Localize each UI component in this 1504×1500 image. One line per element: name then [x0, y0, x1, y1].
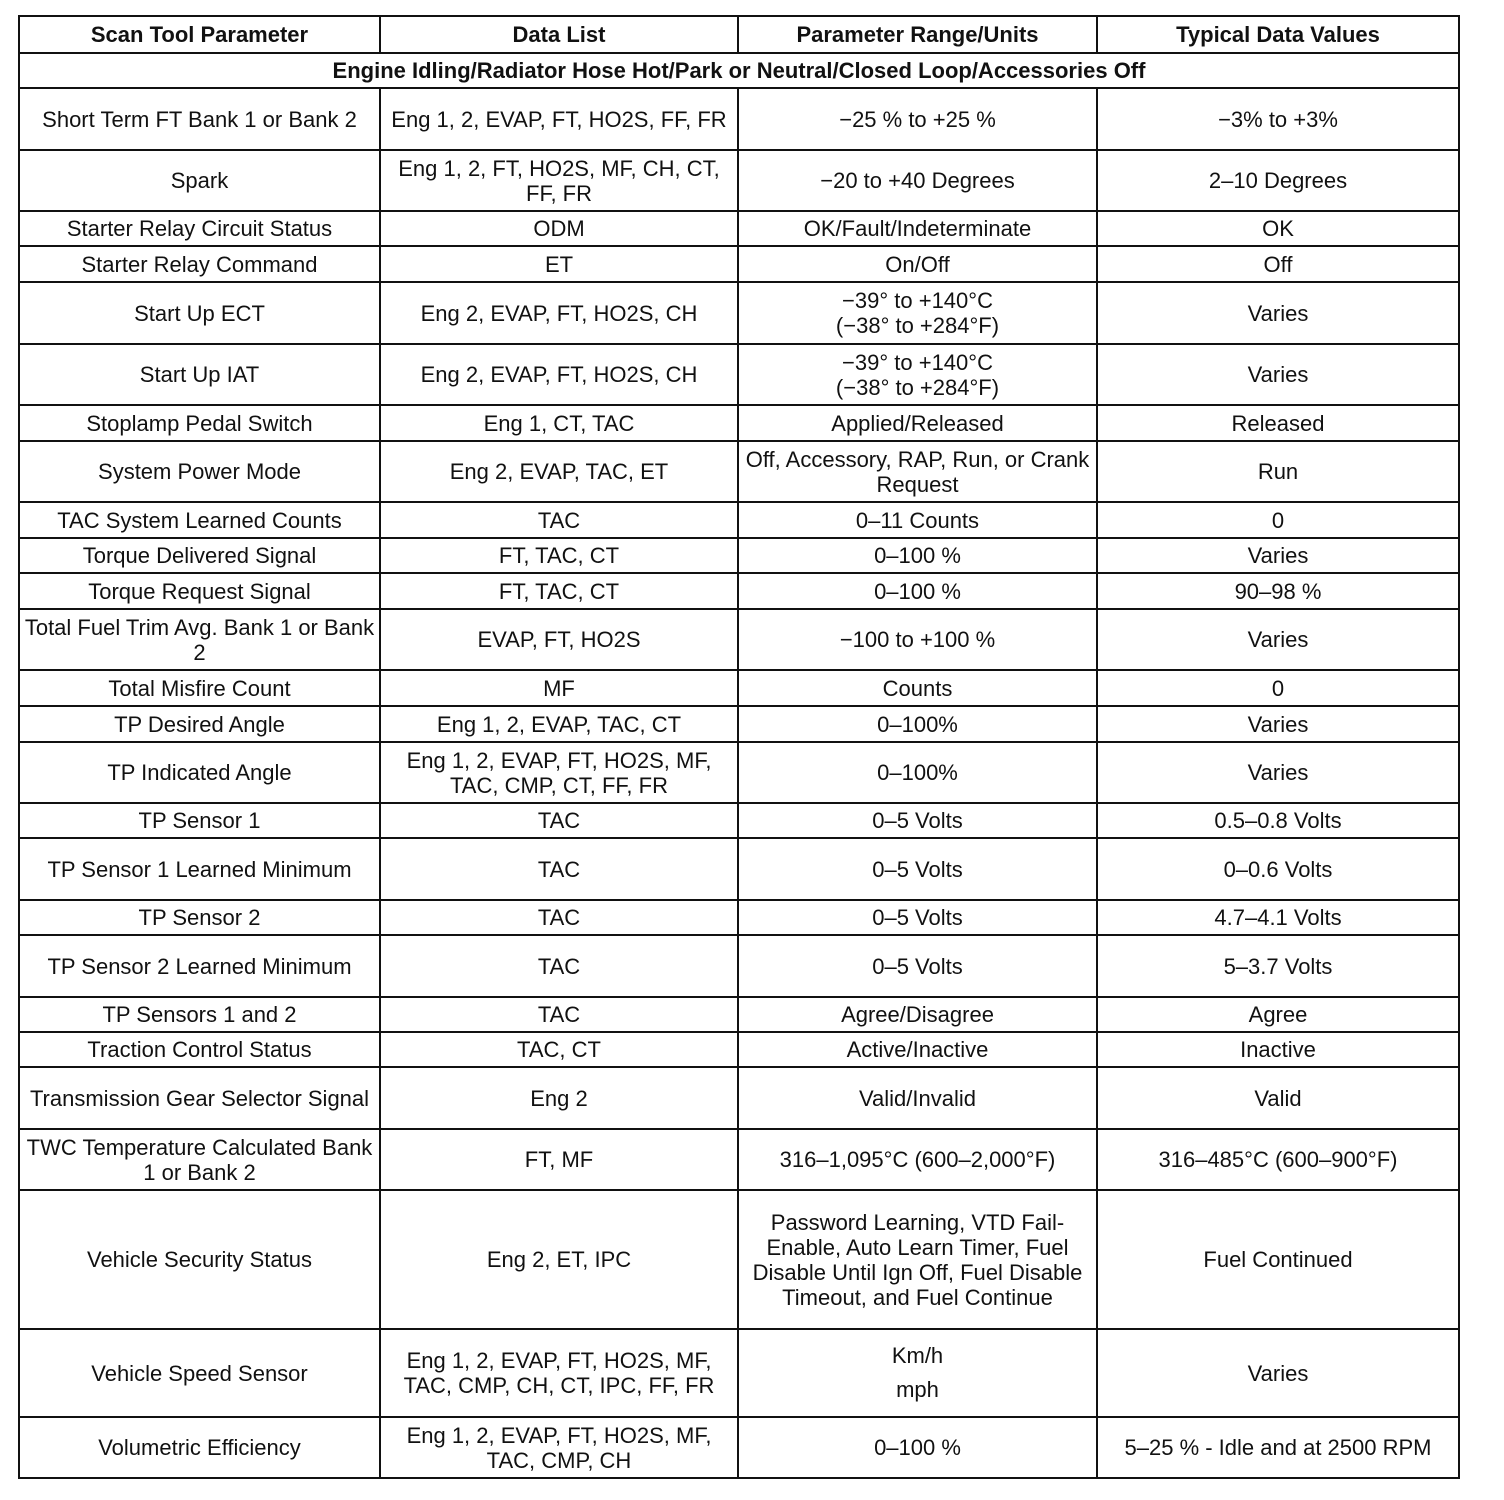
typical-value-cell: Valid: [1097, 1067, 1459, 1129]
typical-value-cell: Varies: [1097, 1329, 1459, 1417]
parameter-cell: Volumetric Efficiency: [19, 1417, 380, 1478]
data-list-cell: Eng 2: [380, 1067, 738, 1129]
table-row: [19, 1190, 1459, 1329]
data-list-cell: TAC, CT: [380, 1032, 738, 1067]
table-row: [19, 706, 1459, 742]
data-list-cell: TAC: [380, 803, 738, 838]
header-typical-data-values: Typical Data Values: [1097, 16, 1459, 53]
range-cell: Active/Inactive: [738, 1032, 1097, 1067]
range-cell: On/Off: [738, 246, 1097, 282]
data-list-cell: Eng 2, EVAP, FT, HO2S, CH: [380, 344, 738, 405]
header-scan-tool-parameter: Scan Tool Parameter: [19, 16, 380, 53]
parameter-cell: Start Up IAT: [19, 344, 380, 405]
parameter-cell: Spark: [19, 150, 380, 211]
parameter-cell: TP Desired Angle: [19, 706, 380, 742]
test-condition-subheader: Engine Idling/Radiator Hose Hot/Park or Neutral/Closed Loop/Accessories Off: [19, 53, 1459, 88]
typical-value-cell: 2–10 Degrees: [1097, 150, 1459, 211]
data-list-cell: TAC: [380, 502, 738, 538]
data-list-cell: TAC: [380, 900, 738, 935]
range-cell: 316–1,095°C (600–2,000°F): [738, 1129, 1097, 1190]
table-row: [19, 502, 1459, 538]
table-row: [19, 344, 1459, 405]
table-row: [19, 742, 1459, 803]
table-row: [19, 1067, 1459, 1129]
data-list-cell: ODM: [380, 211, 738, 246]
parameter-cell: TP Sensors 1 and 2: [19, 997, 380, 1032]
typical-value-cell: Fuel Continued: [1097, 1190, 1459, 1329]
table-row: [19, 900, 1459, 935]
table-row: [19, 538, 1459, 573]
table-row: [19, 670, 1459, 706]
parameter-cell: Torque Request Signal: [19, 573, 380, 609]
typical-value-cell: Varies: [1097, 538, 1459, 573]
range-cell: 0–5 Volts: [738, 900, 1097, 935]
range-cell: Applied/Released: [738, 405, 1097, 441]
parameter-cell: Total Misfire Count: [19, 670, 380, 706]
table-row: [19, 573, 1459, 609]
typical-value-cell: Off: [1097, 246, 1459, 282]
parameter-cell: Starter Relay Command: [19, 246, 380, 282]
parameter-cell: Stoplamp Pedal Switch: [19, 405, 380, 441]
typical-value-cell: Agree: [1097, 997, 1459, 1032]
data-list-cell: Eng 1, CT, TAC: [380, 405, 738, 441]
table-row: [19, 803, 1459, 838]
range-cell: 0–5 Volts: [738, 935, 1097, 997]
range-cell: 0–5 Volts: [738, 838, 1097, 900]
range-cell: 0–100%: [738, 706, 1097, 742]
typical-value-cell: Varies: [1097, 706, 1459, 742]
header-row: [19, 16, 1459, 53]
data-list-cell: Eng 2, ET, IPC: [380, 1190, 738, 1329]
parameter-cell: Torque Delivered Signal: [19, 538, 380, 573]
range-cell: −25 % to +25 %: [738, 88, 1097, 150]
typical-value-cell: 4.7–4.1 Volts: [1097, 900, 1459, 935]
parameter-cell: System Power Mode: [19, 441, 380, 502]
data-list-cell: ET: [380, 246, 738, 282]
parameter-cell: TP Sensor 1 Learned Minimum: [19, 838, 380, 900]
data-list-cell: TAC: [380, 997, 738, 1032]
data-list-cell: TAC: [380, 838, 738, 900]
table-row: [19, 1129, 1459, 1190]
scan-tool-data-table: [18, 15, 1460, 1479]
typical-value-cell: 90–98 %: [1097, 573, 1459, 609]
parameter-cell: Traction Control Status: [19, 1032, 380, 1067]
range-cell: −100 to +100 %: [738, 609, 1097, 670]
header-parameter-range-units: Parameter Range/Units: [738, 16, 1097, 53]
typical-value-cell: 5–3.7 Volts: [1097, 935, 1459, 997]
typical-value-cell: Released: [1097, 405, 1459, 441]
range-cell: Agree/Disagree: [738, 997, 1097, 1032]
parameter-cell: TWC Temperature Calculated Bank 1 or Bank 2: [19, 1129, 380, 1190]
parameter-cell: TP Sensor 2: [19, 900, 380, 935]
range-cell: 0–5 Volts: [738, 803, 1097, 838]
table-row: [19, 150, 1459, 211]
parameter-cell: Starter Relay Circuit Status: [19, 211, 380, 246]
table-row: [19, 246, 1459, 282]
range-cell: Password Learning, VTD Fail-Enable, Auto Learn Timer, Fuel Disable Until Ign Off, Fuel Disable Timeout, and Fuel Continue: [738, 1190, 1097, 1329]
table-row: [19, 1329, 1459, 1417]
typical-value-cell: Run: [1097, 441, 1459, 502]
parameter-cell: TP Sensor 2 Learned Minimum: [19, 935, 380, 997]
parameter-cell: Vehicle Security Status: [19, 1190, 380, 1329]
data-list-cell: FT, MF: [380, 1129, 738, 1190]
condition-row: [19, 53, 1459, 88]
range-cell: 0–100 %: [738, 1417, 1097, 1478]
data-list-cell: MF: [380, 670, 738, 706]
data-list-cell: Eng 1, 2, EVAP, FT, HO2S, MF, TAC, CMP, CT, FF, FR: [380, 742, 738, 803]
parameter-cell: TP Sensor 1: [19, 803, 380, 838]
data-list-cell: FT, TAC, CT: [380, 573, 738, 609]
parameter-cell: Transmission Gear Selector Signal: [19, 1067, 380, 1129]
data-list-cell: Eng 2, EVAP, TAC, ET: [380, 441, 738, 502]
parameter-cell: Vehicle Speed Sensor: [19, 1329, 380, 1417]
typical-value-cell: Varies: [1097, 282, 1459, 344]
parameter-cell: TAC System Learned Counts: [19, 502, 380, 538]
data-list-cell: Eng 2, EVAP, FT, HO2S, CH: [380, 282, 738, 344]
range-cell: Off, Accessory, RAP, Run, or Crank Request: [738, 441, 1097, 502]
typical-value-cell: −3% to +3%: [1097, 88, 1459, 150]
parameter-cell: Total Fuel Trim Avg. Bank 1 or Bank 2: [19, 609, 380, 670]
header-data-list: Data List: [380, 16, 738, 53]
range-cell: Counts: [738, 670, 1097, 706]
typical-value-cell: Varies: [1097, 344, 1459, 405]
range-cell: Valid/Invalid: [738, 1067, 1097, 1129]
table-row: [19, 405, 1459, 441]
typical-value-cell: 5–25 % - Idle and at 2500 RPM: [1097, 1417, 1459, 1478]
typical-value-cell: 0: [1097, 502, 1459, 538]
typical-value-cell: 0–0.6 Volts: [1097, 838, 1459, 900]
range-cell: 0–100%: [738, 742, 1097, 803]
typical-value-cell: Inactive: [1097, 1032, 1459, 1067]
range-cell: −39° to +140°C (−38° to +284°F): [738, 282, 1097, 344]
typical-value-cell: Varies: [1097, 742, 1459, 803]
range-cell: −39° to +140°C (−38° to +284°F): [738, 344, 1097, 405]
data-list-cell: Eng 1, 2, FT, HO2S, MF, CH, CT, FF, FR: [380, 150, 738, 211]
range-cell: 0–100 %: [738, 538, 1097, 573]
parameter-cell: Start Up ECT: [19, 282, 380, 344]
typical-value-cell: 0.5–0.8 Volts: [1097, 803, 1459, 838]
data-list-cell: FT, TAC, CT: [380, 538, 738, 573]
table-row: [19, 935, 1459, 997]
range-cell: OK/Fault/Indeterminate: [738, 211, 1097, 246]
table-row: [19, 282, 1459, 344]
table-row: [19, 997, 1459, 1032]
table-row: [19, 838, 1459, 900]
data-list-cell: Eng 1, 2, EVAP, FT, HO2S, FF, FR: [380, 88, 738, 150]
range-cell: −20 to +40 Degrees: [738, 150, 1097, 211]
range-cell: 0–11 Counts: [738, 502, 1097, 538]
parameter-cell: TP Indicated Angle: [19, 742, 380, 803]
range-cell: Km/h mph: [738, 1329, 1097, 1417]
typical-value-cell: 0: [1097, 670, 1459, 706]
table-row: [19, 1032, 1459, 1067]
table-row: [19, 211, 1459, 246]
data-list-cell: Eng 1, 2, EVAP, FT, HO2S, MF, TAC, CMP, CH, CT, IPC, FF, FR: [380, 1329, 738, 1417]
range-cell: 0–100 %: [738, 573, 1097, 609]
data-list-cell: TAC: [380, 935, 738, 997]
data-list-cell: Eng 1, 2, EVAP, FT, HO2S, MF, TAC, CMP, CH: [380, 1417, 738, 1478]
parameter-cell: Short Term FT Bank 1 or Bank 2: [19, 88, 380, 150]
table-row: [19, 88, 1459, 150]
data-list-cell: EVAP, FT, HO2S: [380, 609, 738, 670]
typical-value-cell: Varies: [1097, 609, 1459, 670]
typical-value-cell: 316–485°C (600–900°F): [1097, 1129, 1459, 1190]
table-row: [19, 441, 1459, 502]
typical-value-cell: OK: [1097, 211, 1459, 246]
data-list-cell: Eng 1, 2, EVAP, TAC, CT: [380, 706, 738, 742]
table-row: [19, 1417, 1459, 1478]
table-row: [19, 609, 1459, 670]
